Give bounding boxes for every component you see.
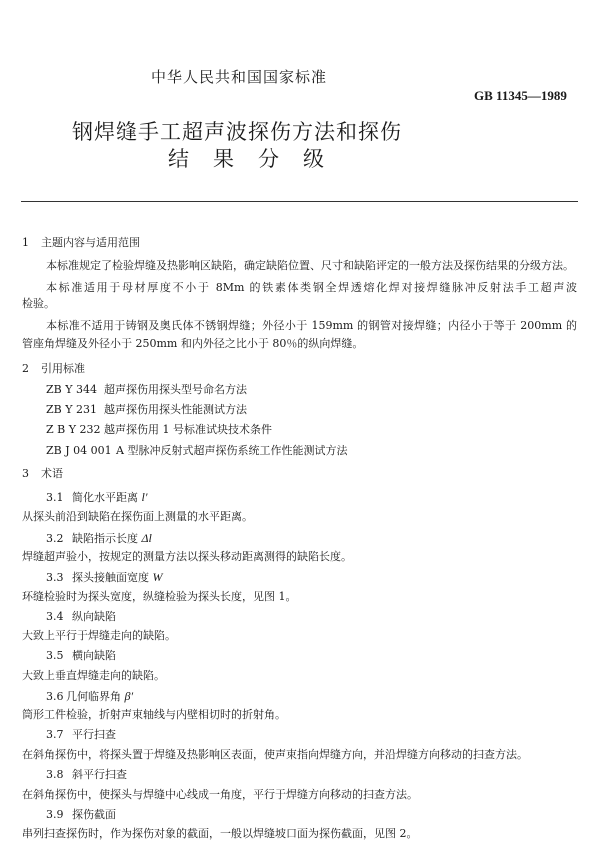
term-definition: 大致上垂直焊缝走向的缺陷。 [22, 669, 165, 682]
term-number: 3.2 [46, 532, 64, 545]
reference-title: 越声探伤用 1 号标准试块技术条件 [104, 423, 272, 436]
paragraph: 本标准适用于母材厚度不小于 8Mm 的铁素体类钢全焊透熔化焊对接焊缝脉冲反射法手工超声波 [46, 281, 577, 294]
term-definition: 从探头前沿到缺陷在探伤面上测量的水平距离。 [22, 510, 253, 523]
term-definition: 大致上平行于焊缝走向的缺陷。 [22, 629, 176, 642]
term-definition: 筒形工件检验，折射声束轴线与内壁相切时的折射角。 [22, 708, 286, 721]
paragraph: 本标准不适用于铸钢及奥氏体不锈钢焊缝；外径小于 159mm 的钢管对接焊缝；内径小于等于 200mm 的 [46, 319, 577, 332]
term-symbol: l′ [141, 490, 148, 504]
term-heading [46, 490, 147, 505]
term-definition: 在斜角探伤中，将探头置于焊缝及热影响区表面，使声束指向焊缝方向，并沿焊缝方向移动的扫查方法。 [22, 748, 528, 761]
reference-item [46, 383, 247, 397]
term-definition: 在斜角探伤中，使探头与焊缝中心线成一角度，平行于焊缝方向移动的扫查方法。 [22, 788, 418, 801]
section-heading-2 [22, 362, 85, 376]
reference-item [46, 423, 272, 437]
term-name: 几何临界角 [66, 690, 121, 703]
term-number: 3.6 [46, 690, 64, 703]
term-number: 3.1 [46, 491, 64, 504]
term-heading [46, 570, 163, 585]
term-number: 3.9 [46, 808, 64, 821]
term-number: 3.3 [46, 571, 64, 584]
section-heading-1 [22, 236, 140, 250]
reference-item [46, 403, 247, 417]
term-number: 3.4 [46, 610, 64, 623]
term-definition: 串列扫查探伤时，作为探伤对象的截面，一般以焊缝坡口面为探伤截面，见图 2。 [22, 827, 418, 840]
term-symbol: Δl [141, 531, 152, 545]
section-heading-3 [22, 467, 63, 481]
term-name: 纵向缺陷 [72, 610, 116, 623]
paragraph: 本标准规定了检验焊缝及热影响区缺陷，确定缺陷位置、尺寸和缺陷评定的一般方法及探伤结果的分级方法。 [46, 259, 574, 272]
section-number: 2 [22, 362, 29, 375]
title-char: 果 [213, 147, 234, 171]
reference-code: Z B Y 232 [46, 423, 101, 436]
reference-code: ZB Y 344 [46, 383, 97, 396]
term-name: 探伤截面 [72, 808, 116, 821]
section-title: 引用标准 [41, 362, 85, 375]
term-name: 缺陷指示长度 [72, 532, 138, 545]
term-name: 平行扫查 [72, 728, 116, 741]
header-divider [21, 201, 578, 202]
title-char: 结 [168, 147, 189, 171]
term-heading [46, 610, 116, 624]
term-definition: 焊缝超声验小，按规定的测量方法以探头移动距离测得的缺陷长度。 [22, 550, 352, 563]
section-title: 术语 [41, 467, 63, 480]
paragraph-continuation: 管座角焊缝及外径小于 250mm 和内外径之比小于 80％的纵向焊缝。 [22, 337, 364, 350]
term-heading [46, 689, 133, 704]
term-name: 横向缺陷 [72, 649, 116, 662]
term-heading [46, 808, 116, 822]
reference-title: 越声探伤用探头性能测试方法 [104, 403, 247, 416]
term-name: 简化水平距离 [72, 491, 138, 504]
document-title-line2 [168, 143, 348, 173]
title-char: 分 [258, 147, 279, 171]
reference-title: 超声探伤用探头型号命名方法 [104, 383, 247, 396]
term-heading [46, 649, 116, 663]
term-symbol: β′ [124, 689, 134, 703]
term-name: 斜平行扫查 [72, 768, 127, 781]
term-heading [46, 728, 116, 742]
reference-title: A 型脉冲反射式超声探伤系统工作性能测试方法 [116, 444, 348, 457]
term-heading [46, 768, 127, 782]
section-number: 3 [22, 467, 29, 480]
title-char: 级 [303, 147, 324, 171]
term-number: 3.8 [46, 768, 64, 781]
reference-item [46, 444, 347, 458]
term-name: 探头接触面宽度 [72, 571, 149, 584]
term-number: 3.7 [46, 728, 64, 741]
standard-code: GB 11345—1989 [474, 88, 567, 103]
term-number: 3.5 [46, 649, 64, 662]
reference-code: ZB J 04 001 [46, 444, 112, 457]
document-title-line1: 钢焊缝手工超声波探伤方法和探伤 [72, 120, 402, 144]
paragraph-continuation: 检验。 [22, 297, 55, 310]
reference-code: ZB Y 231 [46, 403, 97, 416]
term-heading [46, 531, 152, 546]
section-number: 1 [22, 236, 29, 249]
term-definition: 环缝检验时为探头宽度，纵缝检验为探头长度，见图 1。 [22, 590, 297, 603]
section-title: 主题内容与适用范围 [41, 236, 140, 249]
term-symbol: W [152, 570, 163, 584]
standard-type-heading: 中华人民共和国国家标准 [151, 68, 328, 86]
